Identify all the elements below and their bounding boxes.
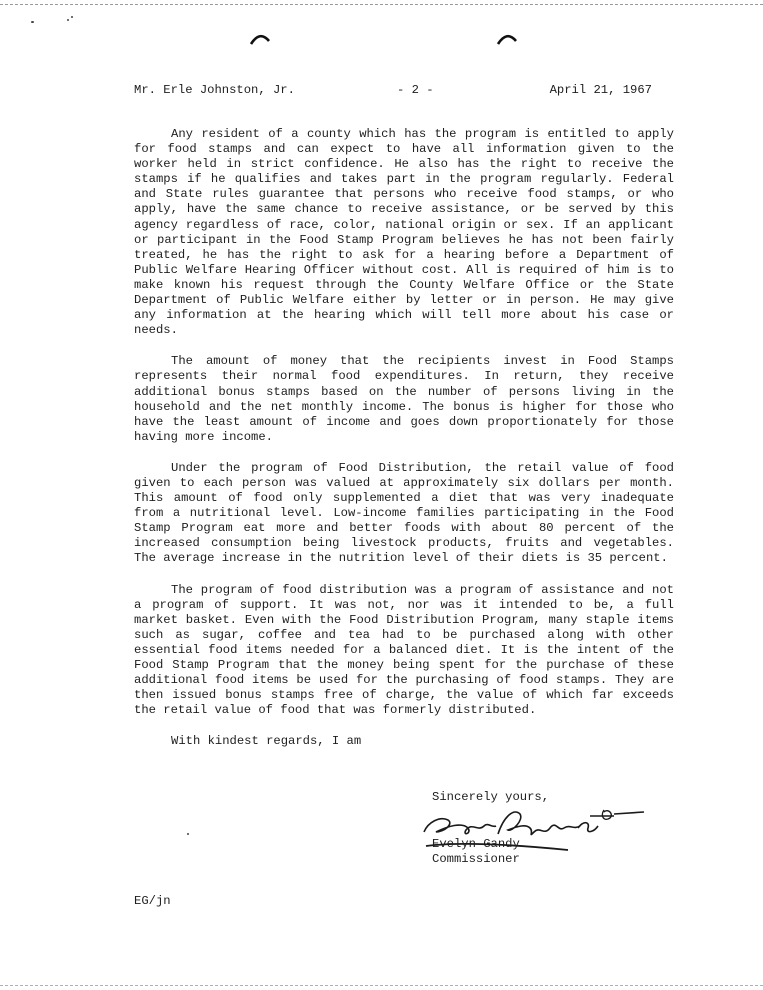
signature-block [432,790,672,870]
scan-speck [67,19,69,21]
signer-title: Commissioner [432,852,520,866]
recipient-line: Mr. Erle Johnston, Jr. [134,83,295,97]
scan-speck [31,21,34,23]
typist-initials: EG/jn [134,894,171,908]
paragraph-3: Under the program of Food Distribution, the retail value of food given to each person was valued at approximately six dollars per month. This amount of food only supplemented a diet that was very inadequate from a nutritional level. Low-income families participating in the Food Stamp Program eat more and better foods with about 80 percent of the increased consumption being livestock products, fruits and vegetables. The average increase in the nutrition level of their diets is 35 percent. [134,460,674,566]
scan-edge-bottom [0,985,763,986]
letter-body [134,127,674,749]
signer-name: Evelyn Gandy [432,837,520,851]
valediction: Sincerely yours, [432,790,550,804]
paragraph-1: Any resident of a county which has the program is entitled to apply for food stamps and can expect to have all information given to the worker held in strict confidence. He also has the right to receive the stamps if he qualifies and takes part in the program regularly. Federal and State rules guarantee that persons who receive food stamps, or who apply, have the same chance to receive assistance, or be served by this agency regardless of race, color, national origin or sex. If an applicant or participant in the Food Stamp Program believes he has not been fairly treated, he has the right to ask for a hearing before a Department of Public Welfare Hearing Officer without cost. All is required of him is to make known his request through the County Welfare Office or the State Department of Public Welfare either by letter or in person. He may give any information at the hearing which will tell more about his case or needs. [134,127,674,338]
paragraph-2: The amount of money that the recipients invest in Food Stamps represents their normal food expenditures. In return, they receive additional bonus stamps based on the number of persons living in the household and the net monthly income. The bonus is higher for those who have the least amount of income and goes down proportionately for those having more income. [134,354,674,444]
page-number: - 2 - [397,83,434,97]
scan-speck [71,16,73,18]
punch-hole-mark [496,32,518,46]
punch-hole-mark [249,32,271,46]
letter-header [134,83,654,101]
closing-line: With kindest regards, I am [171,734,362,749]
letter-date: April 21, 1967 [549,83,652,97]
scan-edge-top [0,4,763,5]
scan-speck [187,833,189,835]
paragraph-4: The program of food distribution was a program of assistance and not a program of support. It was not, nor was it intended to be, a full market basket. Even with the Food Distribution Program, many staple items such as sugar, coffee and tea had to be purchased along with other essential food items needed for a balanced diet. It is the intent of the Food Stamp Program that the money being spent for the purchase of these additional food items be used for the purchasing of food stamps. They are then issued bonus stamps free of charge, the value of which far exceeds the retail value of food that was formerly distributed. [134,582,674,718]
